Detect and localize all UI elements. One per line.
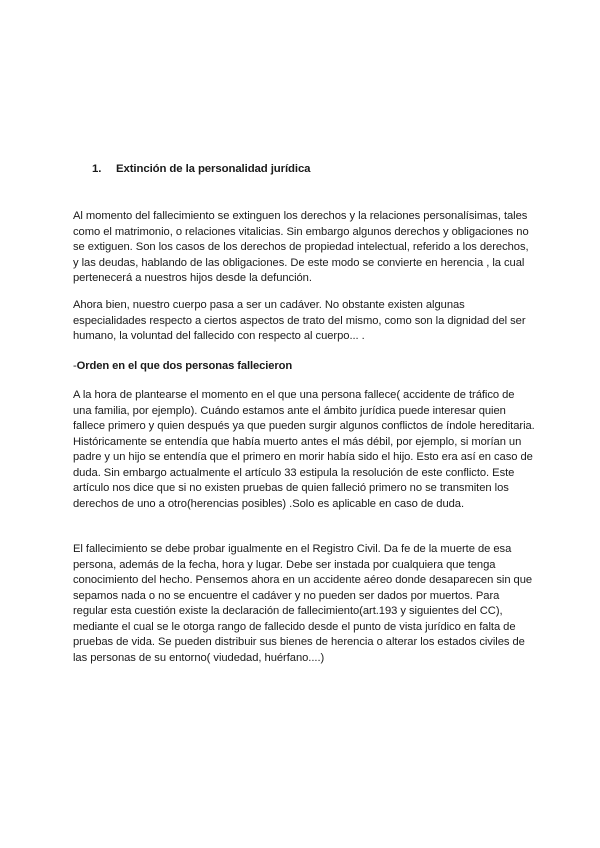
section-title: Extinción de la personalidad jurídica: [116, 163, 311, 175]
paragraph-cadaver: Ahora bien, nuestro cuerpo pasa a ser un cadáver. No obstante existen algunas especialidades respecto a ciertos aspectos de trato del mismo, como son la dignidad del ser humano, la voluntad del fallecido con respecto al cuerpo... .: [73, 299, 526, 342]
subheading-title: Orden en el que dos personas fallecieron: [76, 360, 293, 372]
paragraph-extincion: Al momento del fallecimiento se extinguen los derechos y la relaciones personalísimas, tales como el matrimonio, o relaciones vitalicias. Sin embargo algunos derechos y obligaciones no se extiguen. Son los casos de los derechos de propiedad intelectual, referido a los derechos, y las deudas, hablando de las obligaciones. De este modo se convierte en herencia , la cual pertenecerá a nuestros hijos desde la defunción.: [73, 210, 529, 284]
section-number: 1.: [92, 163, 102, 175]
subheading-dash: -: [73, 360, 77, 372]
section-heading: [92, 163, 310, 175]
subheading-orden: [73, 360, 292, 372]
paragraph-registro-civil: El fallecimiento se debe probar igualmente en el Registro Civil. Da fe de la muerte de esa persona, además de la fecha, hora y lugar. Debe ser instada por cualquiera que tenga conocimiento del hecho. Pensemos ahora en un accidente aéreo donde desaparecen sin que sepamos nada o no se encuentre el cadáver y no pueden ser dados por muertos. Para regular esta cuestión existe la declaración de fallecimiento(art.193 y siguientes del CC), mediante el cual se le otorga rango de fallecido desde el punto de vista jurídico en falta de pruebas de vida. Se pueden distribuir sus bienes de herencia o alterar los estados civiles de las personas de su entorno( viudedad, huérfano....): [73, 543, 533, 664]
paragraph-orden-fallecimiento: A la hora de plantearse el momento en el que una persona fallece( accidente de tráfico de una familia, por ejemplo). Cuándo estamos ante el ámbito jurídica puede interesar quien fallece primero y quien después ya que pueden surgir algunos conflictos de índole hereditaria. Históricamente se entendía que había muerto antes el más débil, por ejemplo, si morían un padre y un hijo se entendía que el primero en morir había sido el hijo. Esto era así en caso de duda. Sin embargo actualmente el artículo 33 estipula la resolución de este conflicto. Este artículo nos dice que si no existen pruebas de quien falleció primero no se transmiten los derechos de uno a otro(herencias posibles) .Solo es aplicable en caso de duda.: [73, 389, 535, 510]
